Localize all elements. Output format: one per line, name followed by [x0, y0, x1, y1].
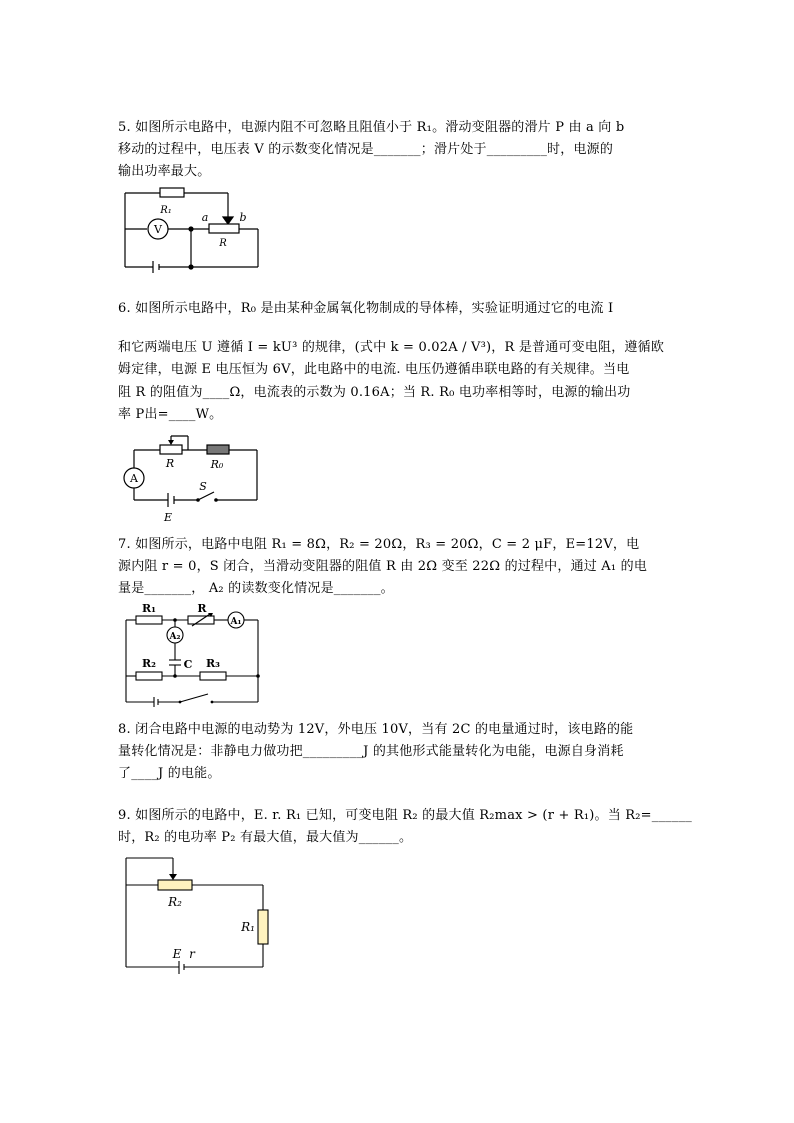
figure-q7-circuit — [120, 598, 265, 708]
label-r: R — [219, 238, 227, 249]
question-8-line-2: 量转化情况是：非静电力做功把_________J 的其他形式能量转化为电能，电源自身消耗 — [118, 744, 624, 759]
question-6-line-1: 6. 如图所示电路中，R₀ 是由某种金属氧化物制成的导体棒，实验证明通过它的电流 I — [118, 301, 614, 316]
figure-q5-circuit — [115, 183, 275, 275]
label-e: E — [163, 511, 173, 524]
label-r3: R₃ — [206, 657, 220, 670]
label-r: R — [197, 602, 207, 615]
label-r2: R₂ — [142, 657, 156, 670]
question-9-line-2: 时，R₂ 的电功率 P₂ 有最大值，最大值为______。 — [118, 830, 413, 845]
question-5-line-1: 5. 如图所示电路中，电源内阻不可忽略且阻值小于 R₁。滑动变阻器的滑片 P 由 a 向 b — [118, 120, 625, 135]
label-c: C — [183, 658, 193, 671]
question-7 — [118, 534, 678, 600]
label-a: a — [201, 211, 209, 224]
label-r1: R₁ — [241, 920, 255, 934]
question-6-line-2: 和它两端电压 U 遵循 I = kU³ 的规律，(式中 k = 0.02A / V³)，R 是普通可变电阻，遵循欧 — [118, 339, 665, 355]
question-9 — [118, 805, 692, 849]
question-6 — [118, 298, 678, 427]
label-r2: R₂ — [168, 895, 182, 909]
question-7-line-3: 量是_______， A₂ 的读数变化情况是_______。 — [118, 581, 394, 596]
question-5-line-2: 移动的过程中，电压表 V 的示数变化情况是_______；滑片处于_________时，电源的 — [118, 142, 614, 157]
question-9-line-1: 9. 如图所示的电路中，E. r. R₁ 已知，可变电阻 R₂ 的最大值 R₂max > (r + R₁)。当 R₂=______ — [118, 808, 692, 823]
label-r1: R₁ — [142, 602, 156, 615]
label-s: S — [199, 480, 207, 493]
question-7-line-1: 7. 如图所示，电路中电阻 R₁ = 8Ω，R₂ = 20Ω，R₃ = 20Ω，C = 2 μF，E=12V，电 — [118, 537, 640, 552]
label-b: b — [239, 211, 247, 224]
question-6-line-3: 姆定律，电源 E 电压恒为 6V，此电路中的电流. 电压仍遵循串联电路的有关规律。当电 — [118, 362, 630, 377]
question-8-line-1: 8. 闭合电路中电源的电动势为 12V，外电压 10V，当有 2C 的电量通过时，该电路的能 — [118, 722, 634, 737]
figure-q6-circuit — [122, 432, 267, 527]
ammeter-label: A — [130, 472, 138, 485]
question-5 — [118, 117, 678, 183]
ammeter-a2-label: A₂ — [169, 632, 181, 642]
question-6-line-5: 率 P出=____W。 — [118, 407, 223, 422]
label-r1: R₁ — [160, 205, 172, 216]
label-e: E — [172, 947, 182, 961]
label-r: r — [189, 947, 195, 961]
question-6-line-4: 阻 R 的阻值为____Ω，电流表的示数为 0.16A；当 R. R₀ 电功率相等时，电源的输出功 — [118, 384, 631, 400]
voltmeter-label: V — [154, 223, 162, 236]
ammeter-a1-label: A₁ — [230, 617, 242, 627]
label-r0: R₀ — [210, 458, 224, 471]
question-7-line-2: 源内阻 r = 0，S 闭合，当滑动变阻器的阻值 R 由 2Ω 变至 22Ω 的过程中，通过 A₁ 的电 — [118, 559, 648, 574]
question-8-line-3: 了____J 的电能。 — [118, 766, 221, 781]
figure-q9-circuit — [120, 852, 280, 982]
label-r: R — [165, 457, 175, 470]
question-8 — [118, 719, 678, 785]
question-5-line-3: 输出功率最大。 — [118, 164, 211, 179]
